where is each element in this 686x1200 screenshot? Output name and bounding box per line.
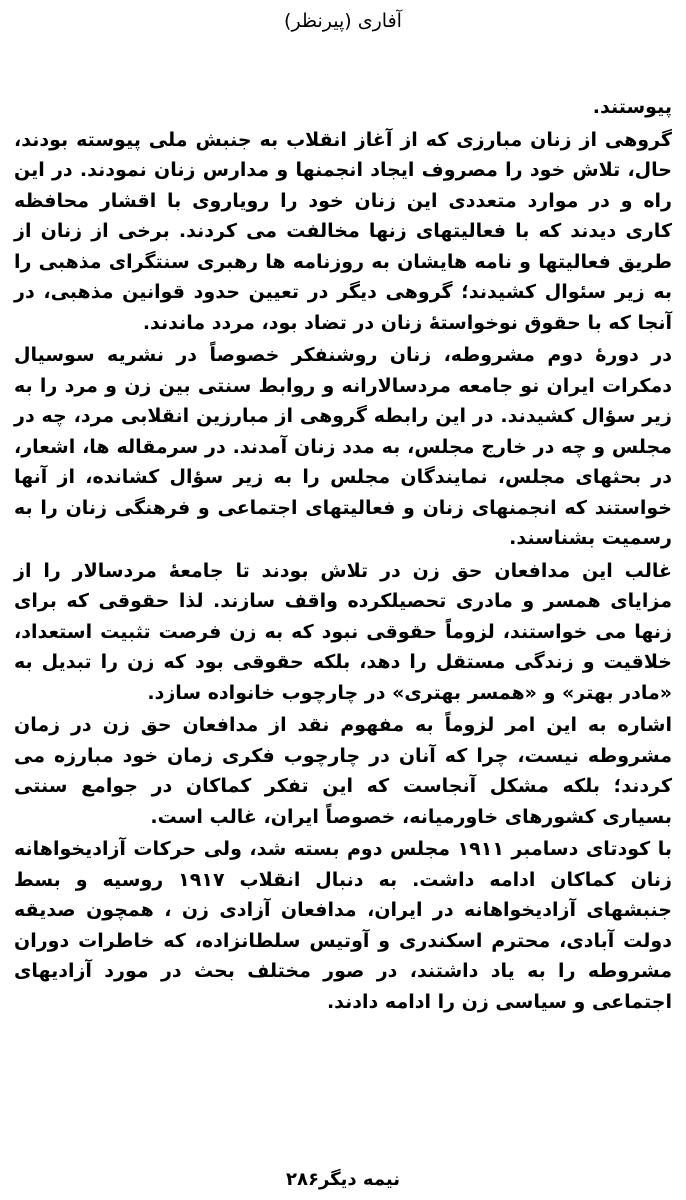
paragraph-defenders-of-women-rights: غالب این مدافعان حق زن در تلاش بودند تا جامعهٔ مردسالار را از مزایای همسر و مادری تحصیلکرده واقف سازند. لذا حقوقی که برای زنها می خواستند، لزوماً حقوقی نبود که به زن فرصت تثبیت استعداد، خلاقیت و زندگی مستقل را دهد، بلکه حقوقی بود که زن را تبدیل به «مادر بهتر» و «همسر بهتری» در چارچوب خانواده سازد. (14, 559, 672, 704)
page-footer: نیمه دیگر۲۸۶ (286, 1169, 400, 1190)
paragraph-second-constitutional-period: در دورهٔ دوم مشروطه، زنان روشنفکر خصوصاً در نشریه سوسیال دمکرات ایران نو جامعه مردسالارانه و روابط سنتی بین زن و مرد را به زیر سؤال کشیدند. در این رابطه گروهی از مبارزین انقلابی مرد، چه در مجلس و چه در خارج مجلس، به مدد زنان آمدند. در سرمقاله ها، اشعار، در بحثهای مجلس، نمایندگان مجلس را به زیر سؤال کشانده، از آنها خواستند که انجمنهای زنان و فعالیتهای اجتماعی و فرهنگی زنان را به رسمیت بشناسند. (14, 344, 672, 549)
body-text (14, 92, 672, 1017)
paragraph-1911-coup: با کودتای دسامبر ۱۹۱۱ مجلس دوم بسته شد، ولی حرکات آزادیخواهانه زنان کماکان ادامه داشت. به دنبال انقلاب ۱۹۱۷ روسیه و بسط جنبشهای آزادیخواهانه در ایران، مدافعان آزادی زن ، همچون صدیقه دولت آبادی، محترم اسکندری و آوتیس سلطانزاده، که خاطرات دوران مشروطه را به یاد داشتند، در صور مختلف بحث در مورد آزادیهای اجتماعی و سیاسی زن را ادامه دادند. (14, 838, 672, 1013)
paragraph-women-associations: گروهی از زنان مبارزی که از آغاز انقلاب به جنبش ملی پیوسته بودند، حال، تلاش خود را مصروف ایجاد انجمنها و مدارس زنان نمودند. در این راه و در موارد متعددی این زنان خود را رویاروی با اقشار محافظه کاری دیدند که با فعالیتهای زنها مخالفت می کردند. برخی از زنان از طریق فعالیتها و نامه هایشان به روزنامه ها رهبری سنتگرای مذهبی را به زیر سئوال کشیدند؛ گروهی دیگر در تعیین حدود قوانین مذهبی، در آنجا که با حقوق نوخواستهٔ زنان در تضاد بود، مردد ماندند. (14, 128, 672, 334)
paragraph-continuation: پیوستند. (592, 96, 672, 118)
running-head: آفاری (پیرنظر) (284, 10, 402, 32)
paragraph-critique-note: اشاره به این امر لزوماً به مفهوم نقد از مدافعان حق زن در زمان مشروطه نیست، چرا که آنان در چارچوب فکری زمان خود مبارزه می کردند؛ بلکه مشکل آنجاست که این تفکر کماکان در جوامع سنتی بسیاری کشورهای خاورمیانه، خصوصاً ایران، غالب است. (14, 714, 672, 828)
